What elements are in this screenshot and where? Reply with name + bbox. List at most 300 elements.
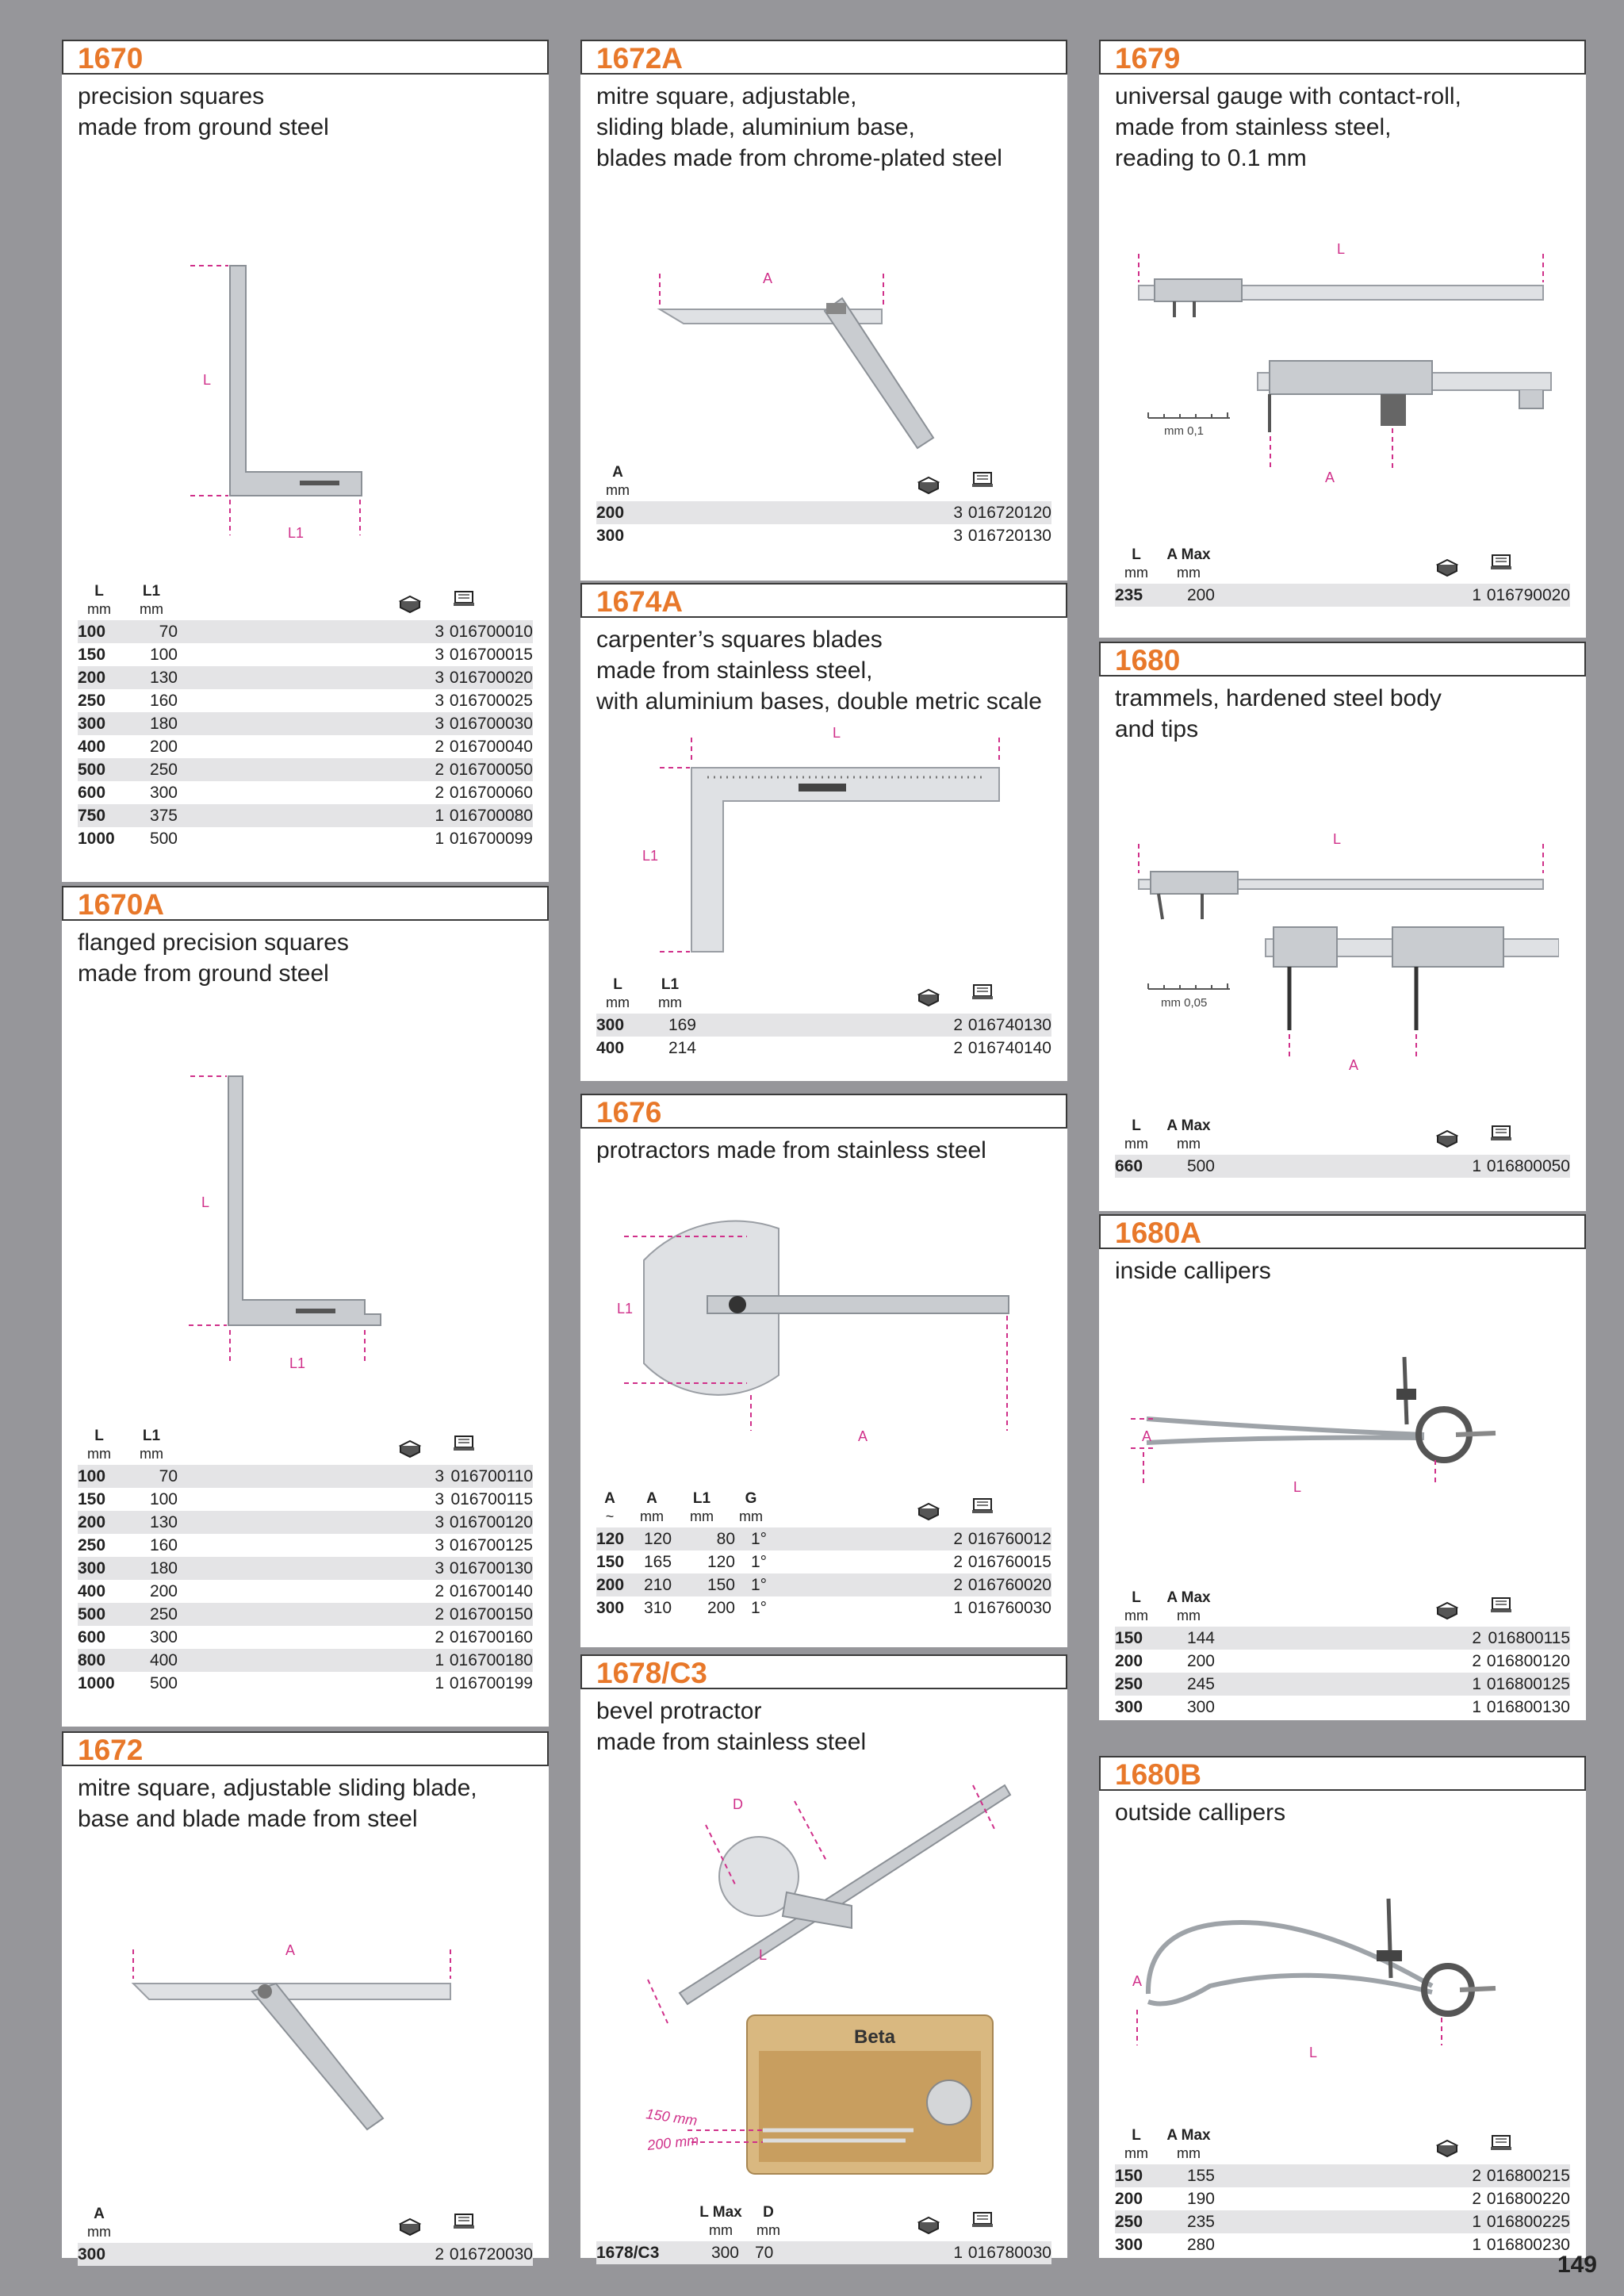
spec-table	[78, 1425, 533, 1695]
product-image	[109, 1922, 522, 2160]
size-cell: 750	[78, 807, 106, 825]
table-header	[1115, 2125, 1570, 2164]
column-header: L mm	[1124, 2127, 1148, 2161]
value-cell: 100	[149, 1490, 178, 1508]
dim-label: A	[1325, 470, 1335, 485]
pack-qty-cell: 1	[1472, 1675, 1481, 1693]
size-cell: 200	[596, 1576, 625, 1594]
value-cell: 160	[149, 692, 178, 710]
value-cell: 120	[707, 1553, 735, 1571]
table-row	[78, 666, 533, 689]
dim-label: L	[201, 1194, 210, 1210]
dim-label: L	[203, 372, 212, 388]
product-header	[1099, 1214, 1586, 1249]
pack-qty-cell: 2	[1472, 1629, 1481, 1647]
dim-label: L1	[642, 848, 659, 864]
box-icon	[917, 476, 940, 500]
table-row	[78, 1603, 533, 1626]
spec-table	[1115, 1587, 1570, 1719]
size-cell: 200	[596, 504, 625, 522]
value-cell: 155	[1186, 2167, 1215, 2185]
value-cell: 144	[1186, 1629, 1215, 1647]
product-image	[1115, 1891, 1559, 2129]
value-cell: 200	[1186, 586, 1215, 604]
column-header: L Max mm	[699, 2204, 742, 2238]
column-header: L mm	[1124, 1117, 1148, 1152]
value-cell: 180	[149, 715, 178, 733]
value-cell: 300	[710, 2244, 739, 2262]
value-cell: 70	[159, 1467, 178, 1485]
table-row	[78, 620, 533, 643]
value-cell: 70	[755, 2244, 774, 2262]
value-cell: 500	[149, 830, 178, 848]
dim-label: L	[1293, 1479, 1302, 1495]
product-1672A	[580, 40, 1067, 581]
pack-qty-cell: 3	[435, 692, 444, 710]
reference-code-cell: 016700120	[449, 1513, 533, 1531]
value-cell: 180	[149, 1559, 178, 1577]
table-row	[1115, 1627, 1570, 1650]
value-cell: 1°	[751, 1599, 768, 1617]
dim-label: L	[833, 725, 841, 741]
product-image	[612, 1205, 1040, 1458]
table-row	[78, 1465, 533, 1488]
reference-code-cell: 016700180	[449, 1651, 533, 1669]
table-row	[1115, 2164, 1570, 2187]
value-cell: 150	[707, 1576, 735, 1594]
pack-qty-cell: 3	[435, 1513, 444, 1531]
reference-code-cell: 016700010	[449, 623, 533, 641]
size-cell: 300	[78, 1559, 106, 1577]
table-header	[78, 2203, 533, 2243]
book-icon	[1489, 2133, 1513, 2156]
table-row	[596, 501, 1051, 524]
box-icon	[1435, 1601, 1459, 1625]
table-row	[1115, 2233, 1570, 2256]
reference-code-cell: 016700110	[450, 1467, 533, 1485]
size-cell: 800	[78, 1651, 106, 1669]
table-row	[78, 758, 533, 781]
value-cell: 300	[149, 1628, 178, 1646]
size-cell: 200	[78, 1513, 106, 1531]
product-code: 1679	[1115, 42, 1181, 75]
product-code: 1680	[1115, 644, 1181, 677]
reference-code-cell: 016800120	[1486, 1652, 1570, 1670]
table-row	[1115, 2210, 1570, 2233]
reference-code-cell: 016800220	[1486, 2190, 1570, 2208]
value-cell: 235	[1186, 2213, 1215, 2231]
column-header: A Max mm	[1166, 546, 1211, 581]
column-header: L1 mm	[140, 583, 163, 617]
value-cell: 190	[1186, 2190, 1215, 2208]
size-cell: 150	[78, 646, 106, 664]
table-row	[596, 1527, 1051, 1550]
table-row	[78, 1534, 533, 1557]
product-image	[157, 222, 442, 555]
product-code: 1680A	[1115, 1217, 1202, 1249]
product-image	[612, 722, 1040, 976]
table-row	[596, 1014, 1051, 1037]
box-icon	[917, 2216, 940, 2240]
dim-label: A	[1349, 1057, 1359, 1073]
column-header: L mm	[87, 583, 111, 617]
table-row	[78, 643, 533, 666]
size-cell: 250	[1115, 1675, 1143, 1693]
table-row	[1115, 2187, 1570, 2210]
reference-code-cell: 016760015	[967, 1553, 1051, 1571]
table-row	[596, 1550, 1051, 1573]
box-icon	[917, 988, 940, 1012]
pack-qty-cell: 1	[953, 2244, 963, 2262]
dim-label: 150 mm	[645, 2106, 699, 2129]
pack-qty-cell: 2	[435, 738, 444, 756]
size-cell: 300	[1115, 2236, 1143, 2254]
table-row	[78, 1557, 533, 1580]
dim-label: A	[1142, 1428, 1152, 1444]
table-row	[78, 827, 533, 850]
value-cell: 200	[149, 738, 178, 756]
reference-code-cell: 016740130	[967, 1016, 1051, 1034]
dim-label: L	[1309, 2045, 1318, 2060]
dim-label: A	[763, 270, 773, 286]
column-header: L mm	[1124, 546, 1148, 581]
product-header	[62, 40, 549, 75]
spec-table	[596, 1488, 1051, 1619]
size-cell: 200	[1115, 1652, 1143, 1670]
book-icon	[452, 2211, 476, 2235]
column-header: A ~	[604, 1490, 615, 1524]
dim-label: L	[1333, 831, 1342, 847]
value-cell: 300	[149, 784, 178, 802]
table-header	[596, 2202, 1051, 2241]
dim-label: 200 mm	[646, 2132, 700, 2153]
pack-qty-cell: 1	[1472, 586, 1481, 604]
column-header: D mm	[756, 2204, 780, 2238]
reference-code-cell: 016700140	[449, 1582, 533, 1600]
size-cell: 300	[78, 2245, 106, 2263]
table-row	[1115, 1650, 1570, 1673]
book-icon	[452, 588, 476, 612]
reference-code-cell: 016800115	[1488, 1629, 1570, 1647]
reference-code-cell: 016720030	[449, 2245, 533, 2263]
value-cell: 160	[149, 1536, 178, 1554]
dim-label: L1	[289, 1355, 306, 1371]
pack-qty-cell: 2	[1472, 1652, 1481, 1670]
product-image	[652, 230, 1017, 468]
pack-qty-cell: 3	[435, 1490, 444, 1508]
reference-code-cell: 016700130	[449, 1559, 533, 1577]
book-icon	[971, 982, 994, 1006]
value-cell: 310	[644, 1599, 672, 1617]
reference-code-cell: 016700150	[449, 1605, 533, 1623]
book-icon	[1489, 1123, 1513, 1147]
reference-code-cell: 016740140	[967, 1039, 1051, 1057]
value-cell: 214	[668, 1039, 696, 1057]
value-cell: 100	[149, 646, 178, 664]
product-image	[157, 1052, 442, 1386]
table-row	[78, 735, 533, 758]
reference-code-cell: 016700060	[449, 784, 533, 802]
scale-label: mm 0,1	[1164, 424, 1205, 438]
product-header	[1099, 1756, 1586, 1791]
reference-code-cell: 016700099	[449, 830, 533, 848]
table-row	[78, 804, 533, 827]
pack-qty-cell: 3	[435, 646, 444, 664]
product-header	[580, 40, 1067, 75]
product-header	[62, 886, 549, 921]
product-description: flanged precision squares made from ground steel	[78, 930, 349, 987]
value-cell: 300	[1186, 1698, 1215, 1716]
table-row	[78, 1626, 533, 1649]
column-header: L mm	[87, 1428, 111, 1462]
table-header	[78, 581, 533, 620]
value-cell: 200	[149, 1582, 178, 1600]
product-code: 1678/C3	[596, 1657, 707, 1689]
table-header	[596, 974, 1051, 1014]
reference-code-cell: 016700050	[449, 761, 533, 779]
value-cell: 130	[149, 1513, 178, 1531]
product-description: universal gauge with contact-roll, made from stainless steel, reading to 0.1 mm	[1115, 83, 1461, 171]
size-cell: 150	[78, 1490, 106, 1508]
column-header: A Max mm	[1166, 1589, 1211, 1623]
product-description: bevel protractor made from stainless steel	[596, 1698, 867, 1755]
product-header	[62, 1731, 549, 1766]
value-cell: 200	[1186, 1652, 1215, 1670]
product-image	[1115, 230, 1559, 508]
size-cell: 300	[78, 715, 106, 733]
pack-qty-cell: 2	[435, 784, 444, 802]
book-icon	[971, 1496, 994, 1520]
box-icon	[1435, 558, 1459, 582]
scale-label: mm 0,05	[1161, 996, 1208, 1010]
size-cell: 400	[78, 738, 106, 756]
reference-code-cell: 016760012	[967, 1530, 1051, 1548]
product-image	[1115, 800, 1559, 1086]
column-header: A mm	[606, 464, 630, 498]
pack-qty-cell: 1	[435, 1674, 444, 1692]
pack-qty-cell: 2	[953, 1553, 963, 1571]
size-cell: 300	[1115, 1698, 1143, 1716]
size-cell: 300	[596, 527, 625, 545]
size-cell: 600	[78, 1628, 106, 1646]
table-row	[596, 1573, 1051, 1596]
value-cell: 169	[668, 1016, 696, 1034]
value-cell: 245	[1186, 1675, 1215, 1693]
column-header: L mm	[606, 976, 630, 1010]
reference-code-cell: 016790020	[1486, 586, 1570, 604]
table-row	[78, 1511, 533, 1534]
product-1680	[1099, 642, 1586, 1211]
size-cell: 250	[1115, 2213, 1143, 2231]
product-description: mitre square, adjustable, sliding blade, aluminium base, blades made from chrome-plated steel	[596, 83, 1002, 171]
table-row	[596, 1037, 1051, 1060]
value-cell: 130	[149, 669, 178, 687]
value-cell: 375	[149, 807, 178, 825]
dim-label: L	[759, 1947, 768, 1963]
table-row	[596, 1596, 1051, 1619]
pack-qty-cell: 3	[435, 1536, 444, 1554]
table-row	[78, 1488, 533, 1511]
box-icon	[1435, 2139, 1459, 2163]
pack-qty-cell: 2	[435, 761, 444, 779]
product-code: 1676	[596, 1096, 662, 1129]
value-cell: 200	[707, 1599, 735, 1617]
pack-qty-cell: 1	[1472, 2213, 1481, 2231]
reference-code-cell: 016800050	[1486, 1157, 1570, 1175]
reference-code-cell: 016720130	[967, 527, 1051, 545]
pack-qty-cell: 1	[435, 1651, 444, 1669]
value-cell: 250	[149, 761, 178, 779]
size-cell: 1000	[78, 830, 115, 848]
pack-qty-cell: 3	[435, 669, 444, 687]
pack-qty-cell: 1	[1472, 2236, 1481, 2254]
dim-label: A	[1132, 1973, 1143, 1989]
table-row	[78, 1649, 533, 1672]
table-header	[78, 1425, 533, 1465]
product-code: 1674A	[596, 585, 684, 618]
box-icon	[917, 1502, 940, 1526]
column-header: G mm	[739, 1490, 763, 1524]
reference-code-cell: 016760020	[967, 1576, 1051, 1594]
reference-code-cell: 016700080	[449, 807, 533, 825]
product-image	[1115, 1349, 1559, 1587]
product-description: mitre square, adjustable sliding blade, base and blade made from steel	[78, 1775, 477, 1832]
dim-label: L1	[288, 525, 304, 541]
reference-code-cell: 016700020	[449, 669, 533, 687]
size-cell: 300	[596, 1599, 625, 1617]
spec-table	[78, 581, 533, 850]
size-cell: 150	[1115, 2167, 1143, 2185]
pack-qty-cell: 2	[953, 1530, 963, 1548]
size-cell: 200	[1115, 2190, 1143, 2208]
spec-table	[596, 462, 1051, 547]
spec-table	[1115, 544, 1570, 607]
table-row	[596, 524, 1051, 547]
reference-code-cell: 016700030	[449, 715, 533, 733]
reference-code-cell: 016800125	[1486, 1675, 1570, 1693]
size-cell: 250	[78, 1536, 106, 1554]
column-header: A Max mm	[1166, 2127, 1211, 2161]
value-cell: 120	[644, 1530, 672, 1548]
spec-table	[596, 2202, 1051, 2264]
pack-qty-cell: 2	[953, 1576, 963, 1594]
size-cell: 1000	[78, 1674, 115, 1692]
product-1678C3	[580, 1654, 1067, 2262]
product-1680A	[1099, 1214, 1586, 1720]
reference-code-cell: 016700015	[449, 646, 533, 664]
book-icon	[452, 1433, 476, 1457]
reference-code-cell: 016800130	[1486, 1698, 1570, 1716]
pack-qty-cell: 2	[435, 1605, 444, 1623]
pack-qty-cell: 2	[435, 1628, 444, 1646]
product-1670	[62, 40, 549, 882]
product-description: inside callipers	[1115, 1258, 1271, 1284]
product-header	[1099, 40, 1586, 75]
product-code: 1670A	[78, 888, 165, 921]
reference-code-cell: 016800225	[1486, 2213, 1570, 2231]
table-header	[1115, 1115, 1570, 1155]
size-cell: 660	[1115, 1157, 1143, 1175]
size-cell: 400	[78, 1582, 106, 1600]
brand-label: Beta	[854, 2026, 896, 2048]
size-cell: 500	[78, 761, 106, 779]
size-cell: 400	[596, 1039, 625, 1057]
pack-qty-cell: 2	[1472, 2190, 1481, 2208]
size-cell: 600	[78, 784, 106, 802]
reference-code-cell: 016700199	[449, 1674, 533, 1692]
book-icon	[971, 2210, 994, 2233]
pack-qty-cell: 2	[435, 2245, 444, 2263]
pack-qty-cell: 2	[435, 1582, 444, 1600]
column-header: L1 mm	[690, 1490, 714, 1524]
pack-qty-cell: 1	[1472, 1157, 1481, 1175]
value-cell: 250	[149, 1605, 178, 1623]
reference-code-cell: 016700160	[449, 1628, 533, 1646]
size-cell: 200	[78, 669, 106, 687]
pack-qty-cell: 2	[953, 1039, 963, 1057]
table-header	[596, 462, 1051, 501]
book-icon	[971, 470, 994, 493]
value-cell: 280	[1186, 2236, 1215, 2254]
box-icon	[1435, 1129, 1459, 1153]
pack-qty-cell: 3	[435, 715, 444, 733]
product-code: 1672	[78, 1734, 144, 1766]
value-cell: 500	[149, 1674, 178, 1692]
pack-qty-cell: 3	[435, 1559, 444, 1577]
book-icon	[1489, 552, 1513, 576]
dim-label: A	[858, 1428, 868, 1444]
reference-code-cell: 016800215	[1486, 2167, 1570, 2185]
size-cell: 1678/C3	[596, 2244, 660, 2262]
pack-qty-cell: 3	[953, 527, 963, 545]
product-header	[580, 1654, 1067, 1689]
value-cell: 210	[644, 1576, 672, 1594]
reference-code-cell: 016700025	[449, 692, 533, 710]
table-row	[78, 712, 533, 735]
spec-table	[1115, 2125, 1570, 2256]
reference-code-cell: 016720120	[967, 504, 1051, 522]
value-cell: 70	[159, 623, 178, 641]
product-description: precision squares made from ground steel	[78, 83, 329, 140]
product-header	[580, 1094, 1067, 1129]
value-cell: 1°	[751, 1553, 768, 1571]
size-cell: 500	[78, 1605, 106, 1623]
column-header: L mm	[1124, 1589, 1148, 1623]
table-header	[596, 1488, 1051, 1527]
pack-qty-cell: 1	[953, 1599, 963, 1617]
column-header: A mm	[87, 2206, 111, 2240]
spec-table	[596, 974, 1051, 1060]
value-cell: 80	[716, 1530, 735, 1548]
size-cell: 100	[78, 623, 106, 641]
table-row	[1115, 1696, 1570, 1719]
box-icon	[398, 1439, 422, 1463]
value-cell: 1°	[751, 1530, 768, 1548]
product-image	[644, 1769, 1048, 2214]
size-cell: 300	[596, 1016, 625, 1034]
size-cell: 250	[78, 692, 106, 710]
value-cell: 500	[1186, 1157, 1215, 1175]
table-row	[78, 1672, 533, 1695]
pack-qty-cell: 2	[1472, 2167, 1481, 2185]
table-row	[78, 689, 533, 712]
size-cell: 150	[1115, 1629, 1143, 1647]
product-description: carpenter’s squares blades made from stainless steel, with aluminium bases, double metric scale	[596, 627, 1042, 715]
pack-qty-cell: 1	[1472, 1698, 1481, 1716]
size-cell: 120	[596, 1530, 625, 1548]
column-header: L1 mm	[140, 1428, 163, 1462]
reference-code-cell: 016700040	[449, 738, 533, 756]
